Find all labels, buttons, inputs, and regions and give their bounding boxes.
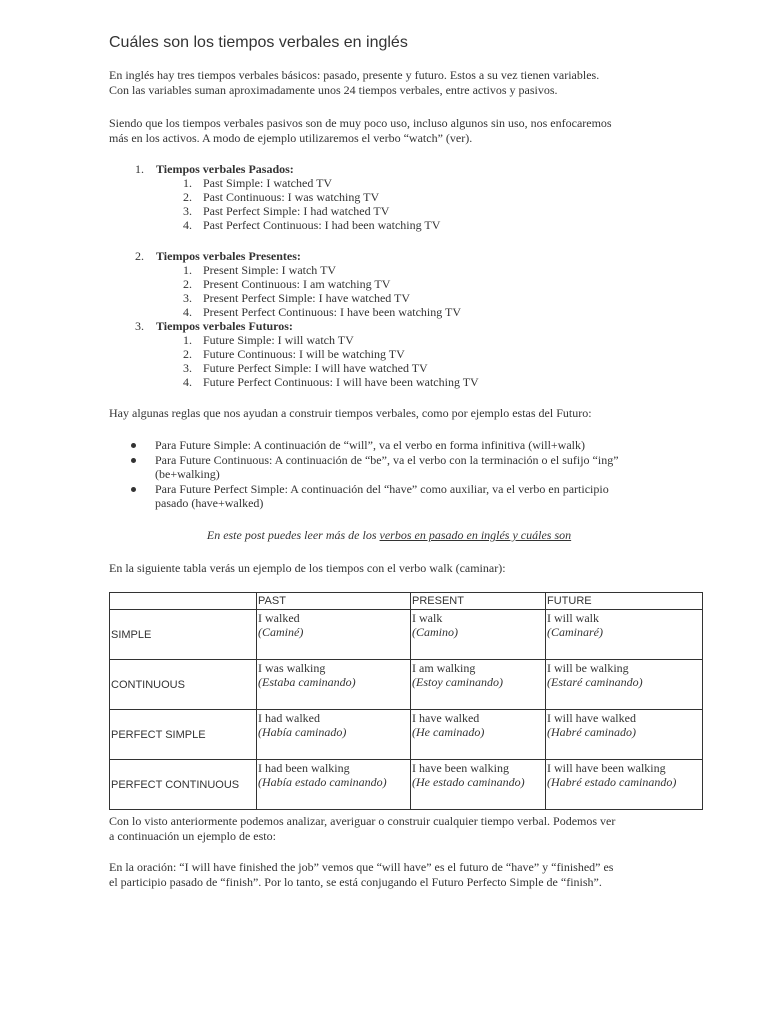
cell-spanish: (Caminé) <box>258 625 304 639</box>
cell-spanish: (Había estado caminando) <box>258 775 387 789</box>
list-item <box>109 263 669 277</box>
cell-spanish: (Habré estado caminando) <box>547 775 677 789</box>
cell-spanish: (Estaba caminando) <box>258 675 356 689</box>
list-item-text: Past Continuous: I was watching TV <box>203 190 380 204</box>
table-intro <box>109 561 669 576</box>
list-number: 2. <box>183 190 192 204</box>
cell-spanish: (He caminado) <box>412 725 485 739</box>
bullet-icon <box>131 458 136 463</box>
list-number: 4. <box>183 375 192 389</box>
table-row <box>110 710 703 760</box>
list-number: 2. <box>183 347 192 361</box>
related-post-prefix: En este post puedes leer más de los <box>206 528 380 542</box>
cell-english: I walked <box>258 611 300 625</box>
page-title: Cuáles son los tiempos verbales en inglés <box>109 34 408 51</box>
cell-spanish: (Caminaré) <box>547 625 603 639</box>
list-item <box>109 204 669 218</box>
row-label: CONTINUOUS <box>110 660 257 710</box>
bullet-icon <box>131 487 136 492</box>
text-line: el participio pasado de “finish”. Por lo tanto, se está conjugando el Futuro Perfecto Simple de “finish”. <box>109 874 602 889</box>
row-label: SIMPLE <box>110 610 257 660</box>
table-cell <box>411 710 546 760</box>
tenses-table <box>109 592 703 810</box>
list-number: 2. <box>135 249 144 263</box>
list-item-text: Past Simple: I watched TV <box>203 176 333 190</box>
text-line: Hay algunas reglas que nos ayudan a construir tiempos verbales, como por ejemplo estas del Futuro: <box>109 406 592 420</box>
table-cell <box>411 660 546 710</box>
text-line: En inglés hay tres tiempos verbales básicos: pasado, presente y futuro. Estos a su vez tienen variables. <box>109 68 600 82</box>
list-number: 1. <box>183 176 192 190</box>
list-item <box>109 218 669 232</box>
cell-spanish: (Estoy caminando) <box>412 675 503 689</box>
bullet-text: (be+walking) <box>155 467 220 481</box>
cell-english: I had walked <box>258 711 320 725</box>
cell-english: I will have been walking <box>547 761 666 775</box>
list-item <box>109 190 669 204</box>
list-item <box>109 176 669 190</box>
row-label: PERFECT SIMPLE <box>110 710 257 760</box>
intro-paragraph-1 <box>109 68 669 97</box>
list-item-text: Present Perfect Continuous: I have been watching TV <box>203 305 462 319</box>
table-cell <box>546 660 703 710</box>
list-item-text: Future Continuous: I will be watching TV <box>203 347 405 361</box>
table-row <box>110 610 703 660</box>
table-header-cell: PRESENT <box>411 593 546 610</box>
list-item-text: Future Perfect Simple: I will have watched TV <box>203 361 428 375</box>
intro-paragraph-2 <box>109 116 669 145</box>
list-number: 3. <box>183 204 192 218</box>
group-heading <box>109 319 669 333</box>
list-number: 3. <box>183 291 192 305</box>
table-row <box>110 760 703 810</box>
list-number: 1. <box>183 333 192 347</box>
table-header-cell: PAST <box>257 593 411 610</box>
list-item-text: Past Perfect Simple: I had watched TV <box>203 204 390 218</box>
bullet-text: Para Future Simple: A continuación de “will”, va el verbo en forma infinitiva (will+walk) <box>155 438 585 452</box>
list-item <box>109 333 669 347</box>
cell-english: I was walking <box>258 661 326 675</box>
cell-spanish: (Había caminado) <box>258 725 347 739</box>
table-cell <box>546 760 703 810</box>
table-header-cell: FUTURE <box>546 593 703 610</box>
cell-spanish: (Habré caminado) <box>547 725 636 739</box>
cell-english: I will walk <box>547 611 599 625</box>
cell-english: I am walking <box>412 661 476 675</box>
list-number: 4. <box>183 305 192 319</box>
list-item <box>109 347 669 361</box>
row-label: PERFECT CONTINUOUS <box>110 760 257 810</box>
table-cell <box>257 710 411 760</box>
cell-english: I have been walking <box>412 761 509 775</box>
cell-spanish: (He estado caminando) <box>412 775 525 789</box>
bullet-item <box>109 453 669 482</box>
list-item-text: Future Simple: I will watch TV <box>203 333 354 347</box>
rules-intro <box>109 406 669 421</box>
table-cell <box>546 710 703 760</box>
table-cell <box>546 610 703 660</box>
bullet-text: Para Future Continuous: A continuación de “be”, va el verbo con la terminación o el sufijo “ing” <box>155 452 619 467</box>
list-number: 2. <box>183 277 192 291</box>
text-line: En la siguiente tabla verás un ejemplo de los tiempos con el verbo walk (caminar): <box>109 561 506 575</box>
text-line: Siendo que los tiempos verbales pasivos son de muy poco uso, incluso algunos sin uso, nos enfocaremos <box>109 116 612 130</box>
list-number: 3. <box>135 319 144 333</box>
cell-spanish: (Estaré caminando) <box>547 675 643 689</box>
cell-english: I had been walking <box>258 761 350 775</box>
list-item-text: Present Simple: I watch TV <box>203 263 337 277</box>
text-line: Con las variables suman aproximadamente unos 24 tiempos verbales, entre activos y pasivos. <box>109 82 558 97</box>
list-item-text: Past Perfect Continuous: I had been watching TV <box>203 218 441 232</box>
group-heading <box>109 249 669 263</box>
group-heading <box>109 162 669 176</box>
group-title: Tiempos verbales Presentes: <box>156 249 301 263</box>
table-header-row <box>110 593 703 610</box>
related-post-link[interactable]: verbos en pasado en inglés y cuáles son <box>379 528 572 542</box>
bullet-icon <box>131 443 136 448</box>
tense-group-present <box>109 249 669 319</box>
list-item-text: Present Continuous: I am watching TV <box>203 277 391 291</box>
table-row <box>110 660 703 710</box>
cell-english: I have walked <box>412 711 480 725</box>
after-table-paragraph <box>109 814 669 843</box>
list-item <box>109 305 669 319</box>
cell-spanish: (Camino) <box>412 625 458 639</box>
bullet-item <box>109 482 669 511</box>
list-number: 1. <box>135 162 144 176</box>
rules-list <box>109 438 669 511</box>
cell-english: I will have walked <box>547 711 636 725</box>
table-header-cell <box>110 593 257 610</box>
list-item-text: Future Perfect Continuous: I will have been watching TV <box>203 375 479 389</box>
bullet-text: pasado (have+walked) <box>155 496 264 510</box>
tense-group-past <box>109 162 669 232</box>
group-title: Tiempos verbales Pasados: <box>156 162 294 176</box>
tense-group-future <box>109 319 669 389</box>
text-line: más en los activos. A modo de ejemplo utilizaremos el verbo “watch” (ver). <box>109 130 473 145</box>
bullet-item <box>109 438 669 453</box>
table-cell <box>257 660 411 710</box>
list-item <box>109 375 669 389</box>
list-item-text: Present Perfect Simple: I have watched TV <box>203 291 411 305</box>
group-title: Tiempos verbales Futuros: <box>156 319 293 333</box>
closing-paragraph <box>109 860 669 889</box>
list-number: 4. <box>183 218 192 232</box>
table-cell <box>411 760 546 810</box>
text-line: En la oración: “I will have finished the job” vemos que “will have” es el futuro de “have” y “finished” es <box>109 860 614 874</box>
list-number: 3. <box>183 361 192 375</box>
text-line: Con lo visto anteriormente podemos analizar, averiguar o construir cualquier tiempo verbal. Podemos ver <box>109 814 616 828</box>
table-cell <box>257 610 411 660</box>
list-item <box>109 291 669 305</box>
table-cell <box>257 760 411 810</box>
cell-english: I walk <box>412 611 443 625</box>
text-line: a continuación un ejemplo de esto: <box>109 828 276 843</box>
list-item <box>109 361 669 375</box>
table-cell <box>411 610 546 660</box>
cell-english: I will be walking <box>547 661 629 675</box>
list-item <box>109 277 669 291</box>
bullet-text: Para Future Perfect Simple: A continuación del “have” como auxiliar, va el verbo en participio <box>155 481 609 496</box>
list-number: 1. <box>183 263 192 277</box>
related-post-note <box>109 528 669 543</box>
